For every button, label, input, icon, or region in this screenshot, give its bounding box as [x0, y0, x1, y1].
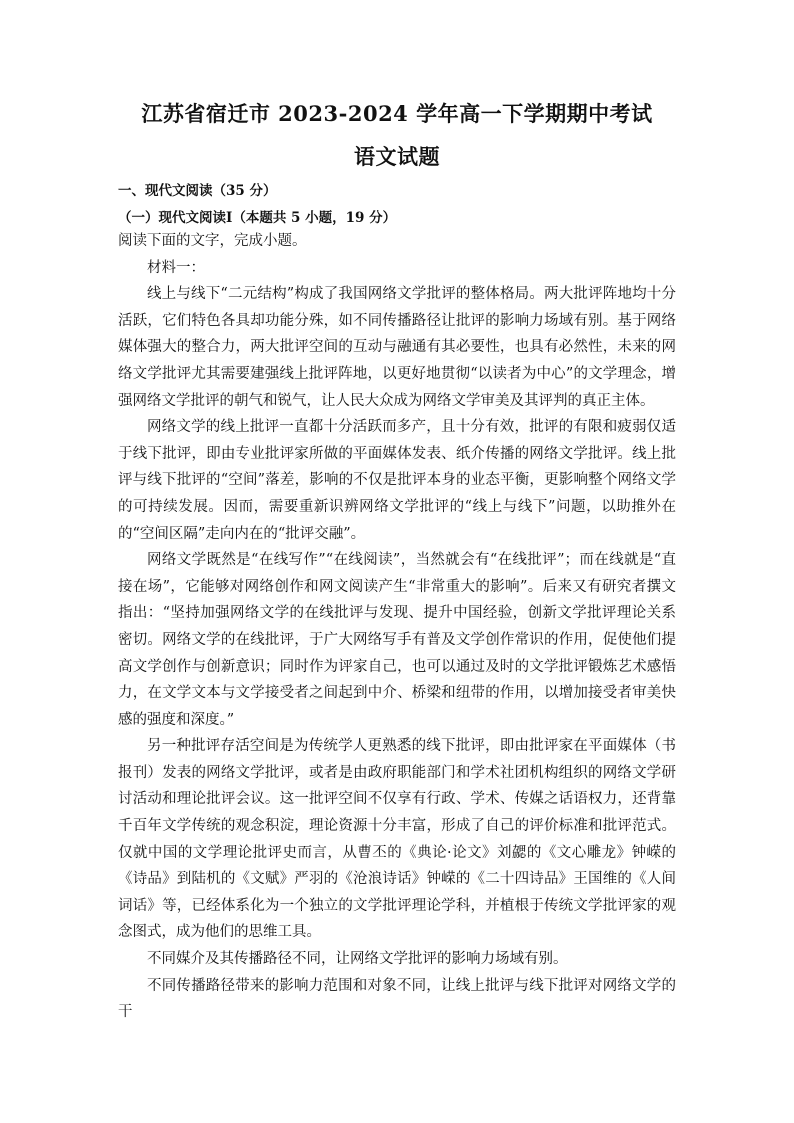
- paragraph: 线上与线下“二元结构”构成了我国网络文学批评的整体格局。两大批评阵地均十分活跃，它们特色各具却功能分殊，如不同传播路径让批评的影响力场域有别。基于网络媒体强大的整合力，两大批评空间的互动与融通有其必要性，也具有必然性，未来的网络文学批评尤其需要建强线上批评阵地，以更好地贯彻“以读者为中心”的文学理念，增强网络文学批评的朝气和锐气，让人民大众成为网络文学审美及其评判的真正主体。: [118, 286, 676, 409]
- paragraph: 不同媒介及其传播路径不同，让网络文学批评的影响力场域有别。: [147, 951, 568, 968]
- paragraph: 网络文学的线上批评一直都十分活跃而多产，且十分有效，批评的有限和疲弱仅适于线下批评，即由专业批评家所做的平面媒体发表、纸介传播的网络文学批评。线上批评与线下批评的“空间”落差，影响的不仅是批评本身的业态平衡，更影响整个网络文学的可持续发展。因而，需要重新识辨网络文学批评的“线上与线下”问题，以助推外在的“空间区隔”走向内在的“批评交融”。: [118, 419, 676, 542]
- section-heading: 一、现代文阅读（35 分）: [118, 183, 277, 199]
- paragraph: 不同传播路径带来的影响力范围和对象不同，让线上批评与线下批评对网络文学的干: [118, 977, 676, 1021]
- reading-passage: [118, 228, 676, 1026]
- document-title: 江苏省宿迁市 2023-2024 学年高一下学期期中考试: [141, 101, 653, 126]
- instruction-text: 阅读下面的文字，完成小题。: [118, 233, 307, 249]
- document-subtitle: 语文试题: [354, 144, 440, 169]
- subsection-heading: （一）现代文阅读Ⅰ（本题共 5 小题，19 分）: [118, 210, 397, 226]
- material-label: 材料一：: [147, 259, 205, 276]
- paragraph: 网络文学既然是“在线写作”“在线阅读”，当然就会有“在线批评”；而在线就是“直接在场”，它能够对网络创作和网文阅读产生“非常重大的影响”。后来又有研究者撰文指出：“坚持加强网络文学的在线批评与发现、提升中国经验，创新文学批评理论关系密切。网络文学的在线批评，于广大网络写手有普及文学创作常识的作用，促使他们提高文学创作与创新意识；同时作为评家自己，也可以通过及时的文学批评锻炼艺术感悟力，在文学文本与文学接受者之间起到中介、桥梁和纽带的作用，以增加接受者审美快感的强度和深度。”: [118, 552, 676, 728]
- paragraph: 另一种批评存活空间是为传统学人更熟悉的线下批评，即由批评家在平面媒体（书报刊）发表的网络文学批评，或者是由政府职能部门和学术社团机构组织的网络文学研讨活动和理论批评会议。这一批评空间不仅享有行政、学术、传媒之话语权力，还背靠千百年文学传统的观念积淀，理论资源十分丰富，形成了自己的评价标准和批评范式。仅就中国的文学理论批评史而言，从曹丕的《典论·论文》刘勰的《文心雕龙》钟嵘的《诗品》到陆机的《文赋》严羽的《沧浪诗话》钟嵘的《二十四诗品》王国维的《人间词话》等，已经体系化为一个独立的文学批评理论学科，并植根于传统文学批评家的观念图式，成为他们的思维工具。: [118, 738, 676, 941]
